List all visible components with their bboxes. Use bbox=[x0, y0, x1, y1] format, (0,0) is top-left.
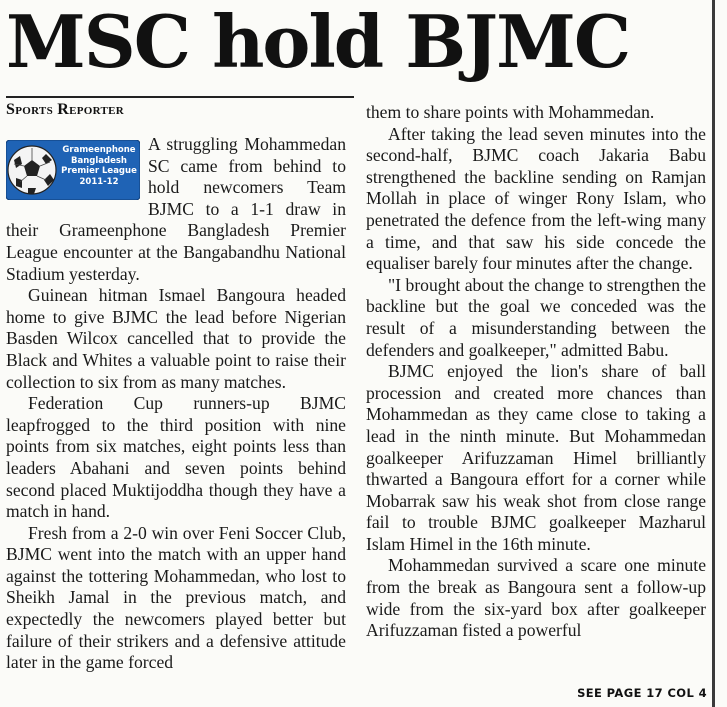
logo-line-brand: Grameenphone bbox=[62, 145, 136, 155]
article-column-2 bbox=[366, 102, 706, 642]
continuation-note: SEE PAGE 17 COL 4 bbox=[577, 686, 707, 700]
paragraph: Guinean hitman Ismael Bangoura headed home to give BJMC the lead before Nigerian Basden Wilcox cancelled that to provide the Black and Whites a valuable point to raise their collection to six from as many matches. bbox=[6, 285, 346, 392]
headline: MSC hold BJMC bbox=[6, 0, 630, 84]
paragraph: Mohammedan survived a scare one minute from the break as Bangoura sent a follow-up wide from the six-yard box after goalkeeper Arifuzzaman fisted a powerful bbox=[366, 555, 706, 641]
byline-rule bbox=[6, 96, 354, 98]
logo-line-country: Bangladesh bbox=[71, 155, 127, 166]
paragraph: Fresh from a 2-0 win over Feni Soccer Club, BJMC went into the match with an upper hand against the tottering Mohammedan, who lost to Sheikh Jamal in the previous match, and expectedly the newcomers played better but failure of their strikers and a defensive attitude later in the game forced bbox=[6, 522, 346, 673]
paragraph: After taking the lead seven minutes into the second-half, BJMC coach Jakaria Babu strengthened the backline sending on Ramjan Mollah in place of winger Rony Islam, who penetrated the defence from the left-wing many a time, and that saw his side concede the equaliser barely four minutes after the change. bbox=[366, 123, 706, 274]
paragraph-lead: A struggling Mohammedan SC came from behind to hold newcomers Team BJMC to a 1-1 draw in their Grameenphone Bangladesh Premier League encounter at the Bangabandhu National Stadium yesterday. bbox=[6, 134, 346, 284]
paragraph-continued: them to share points with Mohammedan. bbox=[366, 102, 655, 122]
league-logo bbox=[6, 140, 140, 200]
page-edge-rule bbox=[712, 0, 715, 707]
byline: Sports Reporter bbox=[6, 101, 125, 118]
logo-text bbox=[58, 145, 140, 187]
article-column-1 bbox=[6, 134, 346, 674]
paragraph: "I brought about the change to strengthen the backline but the goal we conceded was the result of a misunderstanding between the defenders and goalkeeper," admitted Babu. bbox=[366, 274, 706, 360]
logo-line-league: Premier League bbox=[61, 166, 137, 176]
logo-line-season: 2011-12 bbox=[79, 176, 119, 187]
paragraph: Federation Cup runners-up BJMC leapfrogged to the third position with nine points from six matches, eight points less than leaders Abahani and seven points behind second placed Muktijoddha though they have a match in hand. bbox=[6, 393, 346, 522]
paragraph: BJMC enjoyed the lion's share of ball procession and created more chances than Mohammedan as they came close to taking a lead in the ninth minute. But Mohammedan goalkeeper Arifuzzaman Himel brilliantly thwarted a Bangoura effort for a corner while Mobarrak saw his weak shot from close range fail to trouble BJMC goalkeeper Mazharul Islam Himel in the 16th minute. bbox=[366, 361, 706, 554]
